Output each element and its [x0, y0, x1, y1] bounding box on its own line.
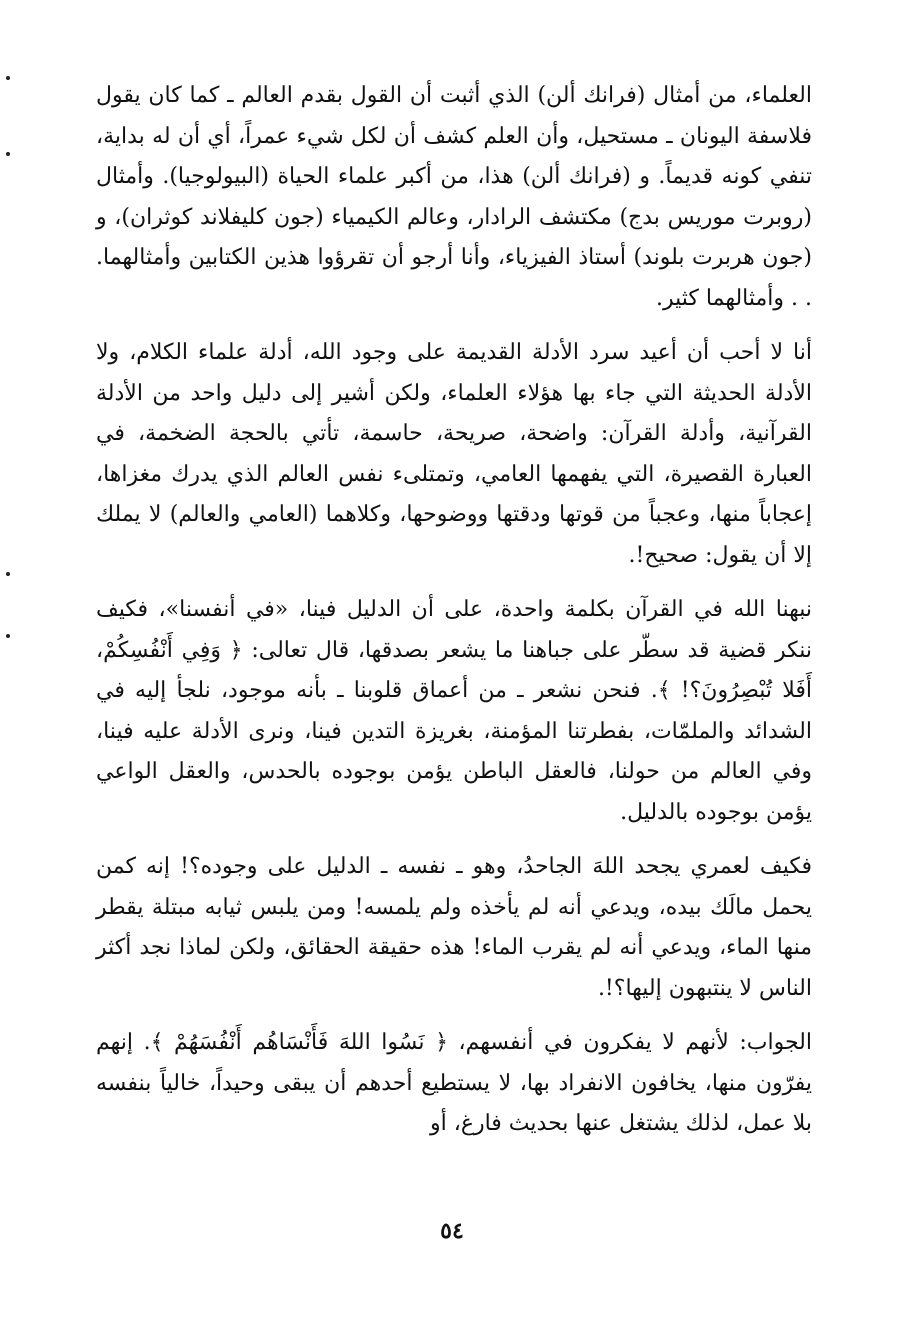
paragraph-5: الجواب: لأنهم لا يفكرون في أنفسهم، ﴿ نَسُوا اللهَ فَأَنْسَاهُم أَنْفُسَهُمْ ﴾. إنهم يفرّون منها، يخافون الانفراد بها، لا يستطيع أحدهم أن يبقى وحيداً، خالياً بنفسه بلا عمل، لذلك يشتغل عنها بحديث فارغ، أو — [96, 1030, 812, 1136]
paragraph-4: فكيف لعمري يجحد اللهَ الجاحدُ، وهو ـ نفسه ـ الدليل على وجوده؟! إنه كمن يحمل مالَك بيده، ويدعي أنه لم يأخذه ولم يلمسه! ومن يلبس ثيابه مبتلة يقطر منها الماء، ويدعي أنه لم يقرب الماء! هذه حقيقة الحقائق، ولكن لماذا نجد أكثر الناس لا ينتبهون إليها؟!. — [96, 854, 812, 1001]
page-number: ٥٤ — [440, 1218, 464, 1244]
paragraph-2: أنا لا أحب أن أعيد سرد الأدلة القديمة على وجود الله، أدلة علماء الكلام، ولا الأدلة الحديثة التي جاء بها هؤلاء العلماء، ولكن أشير إلى دليل واحد من الأدلة القرآنية، وأدلة القرآن: واضحة، صريحة، حاسمة، تأتي بالحجة الضخمة، في العبارة القصيرة، التي يفهمها العامي، وتمتلىء نفس العالم الذي يدرك مغزاها، إعجاباً منها، وعجباً من قوتها ودقتها ووضوحها، وكلاهما (العامي والعالم) لا يملك إلا أن يقول: صحيح!. — [96, 340, 812, 568]
margin-dot — [6, 572, 10, 576]
margin-dot — [6, 152, 10, 156]
paragraph-3: نبهنا الله في القرآن بكلمة واحدة، على أن الدليل فينا، «في أنفسنا»، فكيف ننكر قضية قد سطّر على جباهنا ما يشعر بصدقها، قال تعالى: ﴿ وَفِي أَنْفُسِكُمْ، أَفَلا تُبْصِرُونَ؟! ﴾. فنحن نشعر ـ من أعماق قلوبنا ـ بأنه موجود، نلجأ إليه في الشدائد والملمّات، بفطرتنا المؤمنة، بغريزة التدين فينا، ونرى الأدلة عليه فينا، وفي العالم من حولنا، فالعقل الباطن يؤمن بوجوده بالحدس، والعقل الواعي يؤمن بوجوده بالدليل. — [96, 597, 812, 825]
margin-dot — [6, 634, 10, 638]
margin-dot — [6, 76, 10, 80]
paragraph-1: العلماء، من أمثال (فرانك ألن) الذي أثبت أن القول بقدم العالم ـ كما كان يقول فلاسفة اليونان ـ مستحيل، وأن العلم كشف أن لكل شيء عمراً، أي أن له بداية، تنفي كونه قديماً. و (فرانك ألن) هذا، من أكبر علماء الحياة (البيولوجيا). وأمثال (روبرت موريس بدج) مكتشف الرادار، وعالم الكيمياء (جون كليفلاند كوثران)، و (جون هربرت بلوند) أستاذ الفيزياء، وأنا أرجو أن تقرؤوا هذين الكتابين وأمثالهما. . . وأمثالهما كثير. — [96, 83, 812, 311]
page-body — [96, 76, 812, 1159]
